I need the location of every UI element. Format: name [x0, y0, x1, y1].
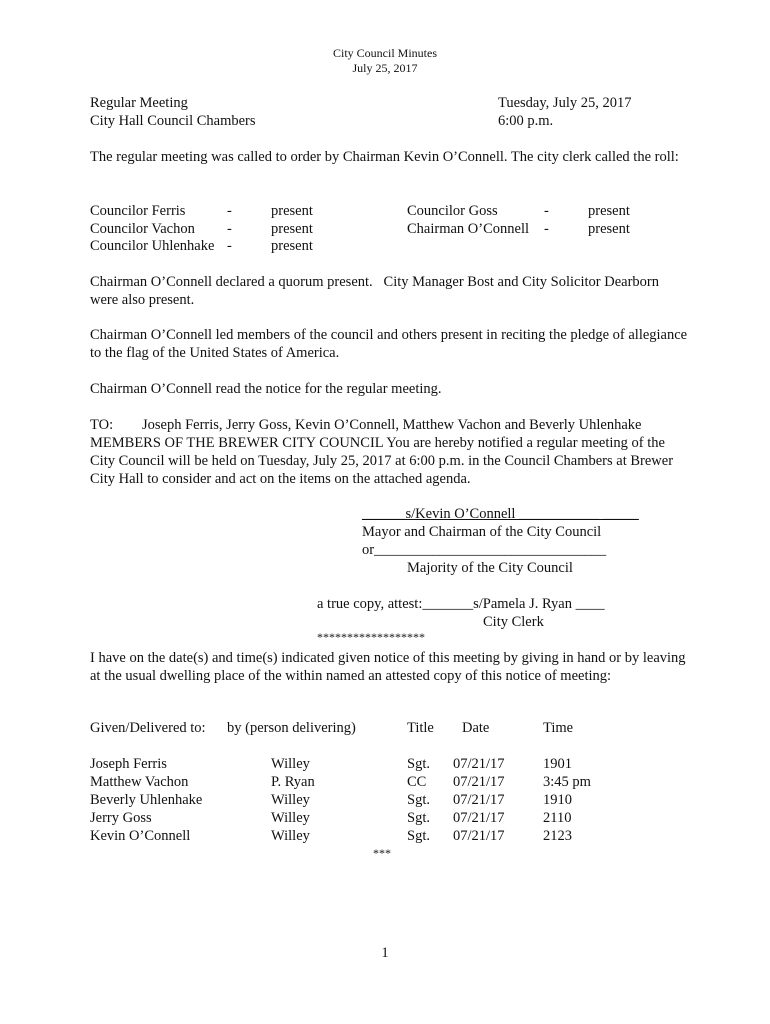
table-header-given: Given/Delivered to: [90, 720, 206, 736]
table-cell: Beverly Uhlenhake [90, 792, 203, 808]
table-cell: Willey [271, 792, 310, 808]
separator-stars: ****************** [317, 630, 425, 644]
majority-label: Majority of the City Council [407, 560, 573, 576]
meeting-type: Regular Meeting [90, 95, 188, 111]
table-header-by: by (person delivering) [227, 720, 356, 736]
attest-line: a true copy, attest:_______s/Pamela J. Ryan ____ [317, 596, 605, 612]
roll-name: Councilor Ferris [90, 203, 186, 219]
clerk-title: City Clerk [483, 614, 544, 630]
roll-status: present [271, 238, 313, 254]
roll-dash: - [227, 221, 232, 237]
alternative-signature-line: or________________________________ [362, 542, 607, 558]
table-cell: 07/21/17 [453, 774, 505, 790]
table-cell: Kevin O’Connell [90, 828, 191, 844]
page-number: 1 [381, 945, 389, 961]
notice-body: MEMBERS OF THE BREWER CITY COUNCIL You are hereby notified a regular meeting of the City Council will be held on Tuesday, July 25, 2017 at 6:00 p.m. in the Council Chambers at Brewer City Hall to consider and act on the items on the attached agenda. [90, 435, 674, 487]
roll-status: present [271, 203, 313, 219]
roll-name: Chairman O’Connell [407, 221, 530, 237]
chairman-signature-line: ______s/Kevin O’Connell ___________ _____ [362, 506, 639, 522]
table-cell: 07/21/17 [453, 756, 505, 772]
notice-read-paragraph: Chairman O’Connell read the notice for the regular meeting. [90, 381, 442, 397]
chairman-title: Mayor and Chairman of the City Council [362, 524, 602, 540]
table-cell: P. Ryan [271, 774, 315, 790]
table-cell: 07/21/17 [453, 810, 505, 826]
table-cell: 3:45 pm [543, 774, 591, 790]
quorum-paragraph: Chairman O’Connell declared a quorum present. City Manager Bost and City Solicitor Dearborn were also present. [90, 274, 663, 308]
meeting-location: City Hall Council Chambers [90, 113, 256, 129]
table-cell: Sgt. [407, 810, 430, 826]
table-cell: 07/21/17 [453, 828, 505, 844]
roll-dash: - [227, 238, 232, 254]
document-title: City Council Minutes [332, 46, 437, 60]
end-marker: *** [373, 846, 391, 860]
table-cell: 07/21/17 [453, 792, 505, 808]
roll-status: present [588, 203, 630, 219]
table-cell: Jerry Goss [90, 810, 152, 826]
roll-dash: - [544, 203, 549, 219]
document-date: July 25, 2017 [352, 61, 418, 75]
table-cell: 1910 [543, 792, 572, 808]
table-cell: Willey [271, 810, 310, 826]
notice-to-names: Joseph Ferris, Jerry Goss, Kevin O’Connell, Matthew Vachon and Beverly Uhlenhake [142, 417, 642, 433]
table-header-date: Date [462, 720, 490, 736]
table-cell: Matthew Vachon [90, 774, 189, 790]
table-header-title: Title [407, 720, 434, 736]
table-cell: CC [407, 774, 427, 790]
table-cell: Sgt. [407, 828, 430, 844]
roll-status: present [271, 221, 313, 237]
table-header-time: Time [543, 720, 574, 736]
table-cell: Willey [271, 828, 310, 844]
roll-dash: - [227, 203, 232, 219]
roll-name: Councilor Vachon [90, 221, 195, 237]
roll-name: Councilor Uhlenhake [90, 238, 215, 254]
table-cell: Joseph Ferris [90, 756, 167, 772]
meeting-time: 6:00 p.m. [498, 113, 554, 129]
roll-name: Councilor Goss [407, 203, 498, 219]
table-cell: Sgt. [407, 756, 430, 772]
pledge-paragraph: Chairman O’Connell led members of the council and others present in reciting the pledge of allegiance to the flag of the United States of America. [90, 327, 688, 361]
delivery-statement: I have on the date(s) and time(s) indicated given notice of this meeting by giving in hand or by leaving at the usual dwelling place of the within named an attested copy of this notice of meeting: [90, 650, 686, 684]
table-cell: 2123 [543, 828, 572, 844]
meeting-day: Tuesday, July 25, 2017 [498, 95, 632, 111]
roll-dash: - [544, 221, 549, 237]
table-cell: 1901 [543, 756, 572, 772]
notice-to-label: TO: [90, 417, 114, 433]
table-cell: 2110 [543, 810, 572, 826]
call-to-order: The regular meeting was called to order by Chairman Kevin O’Connell. The city clerk called the roll: [90, 149, 679, 165]
table-cell: Willey [271, 756, 310, 772]
table-cell: Sgt. [407, 792, 430, 808]
roll-status: present [588, 221, 630, 237]
